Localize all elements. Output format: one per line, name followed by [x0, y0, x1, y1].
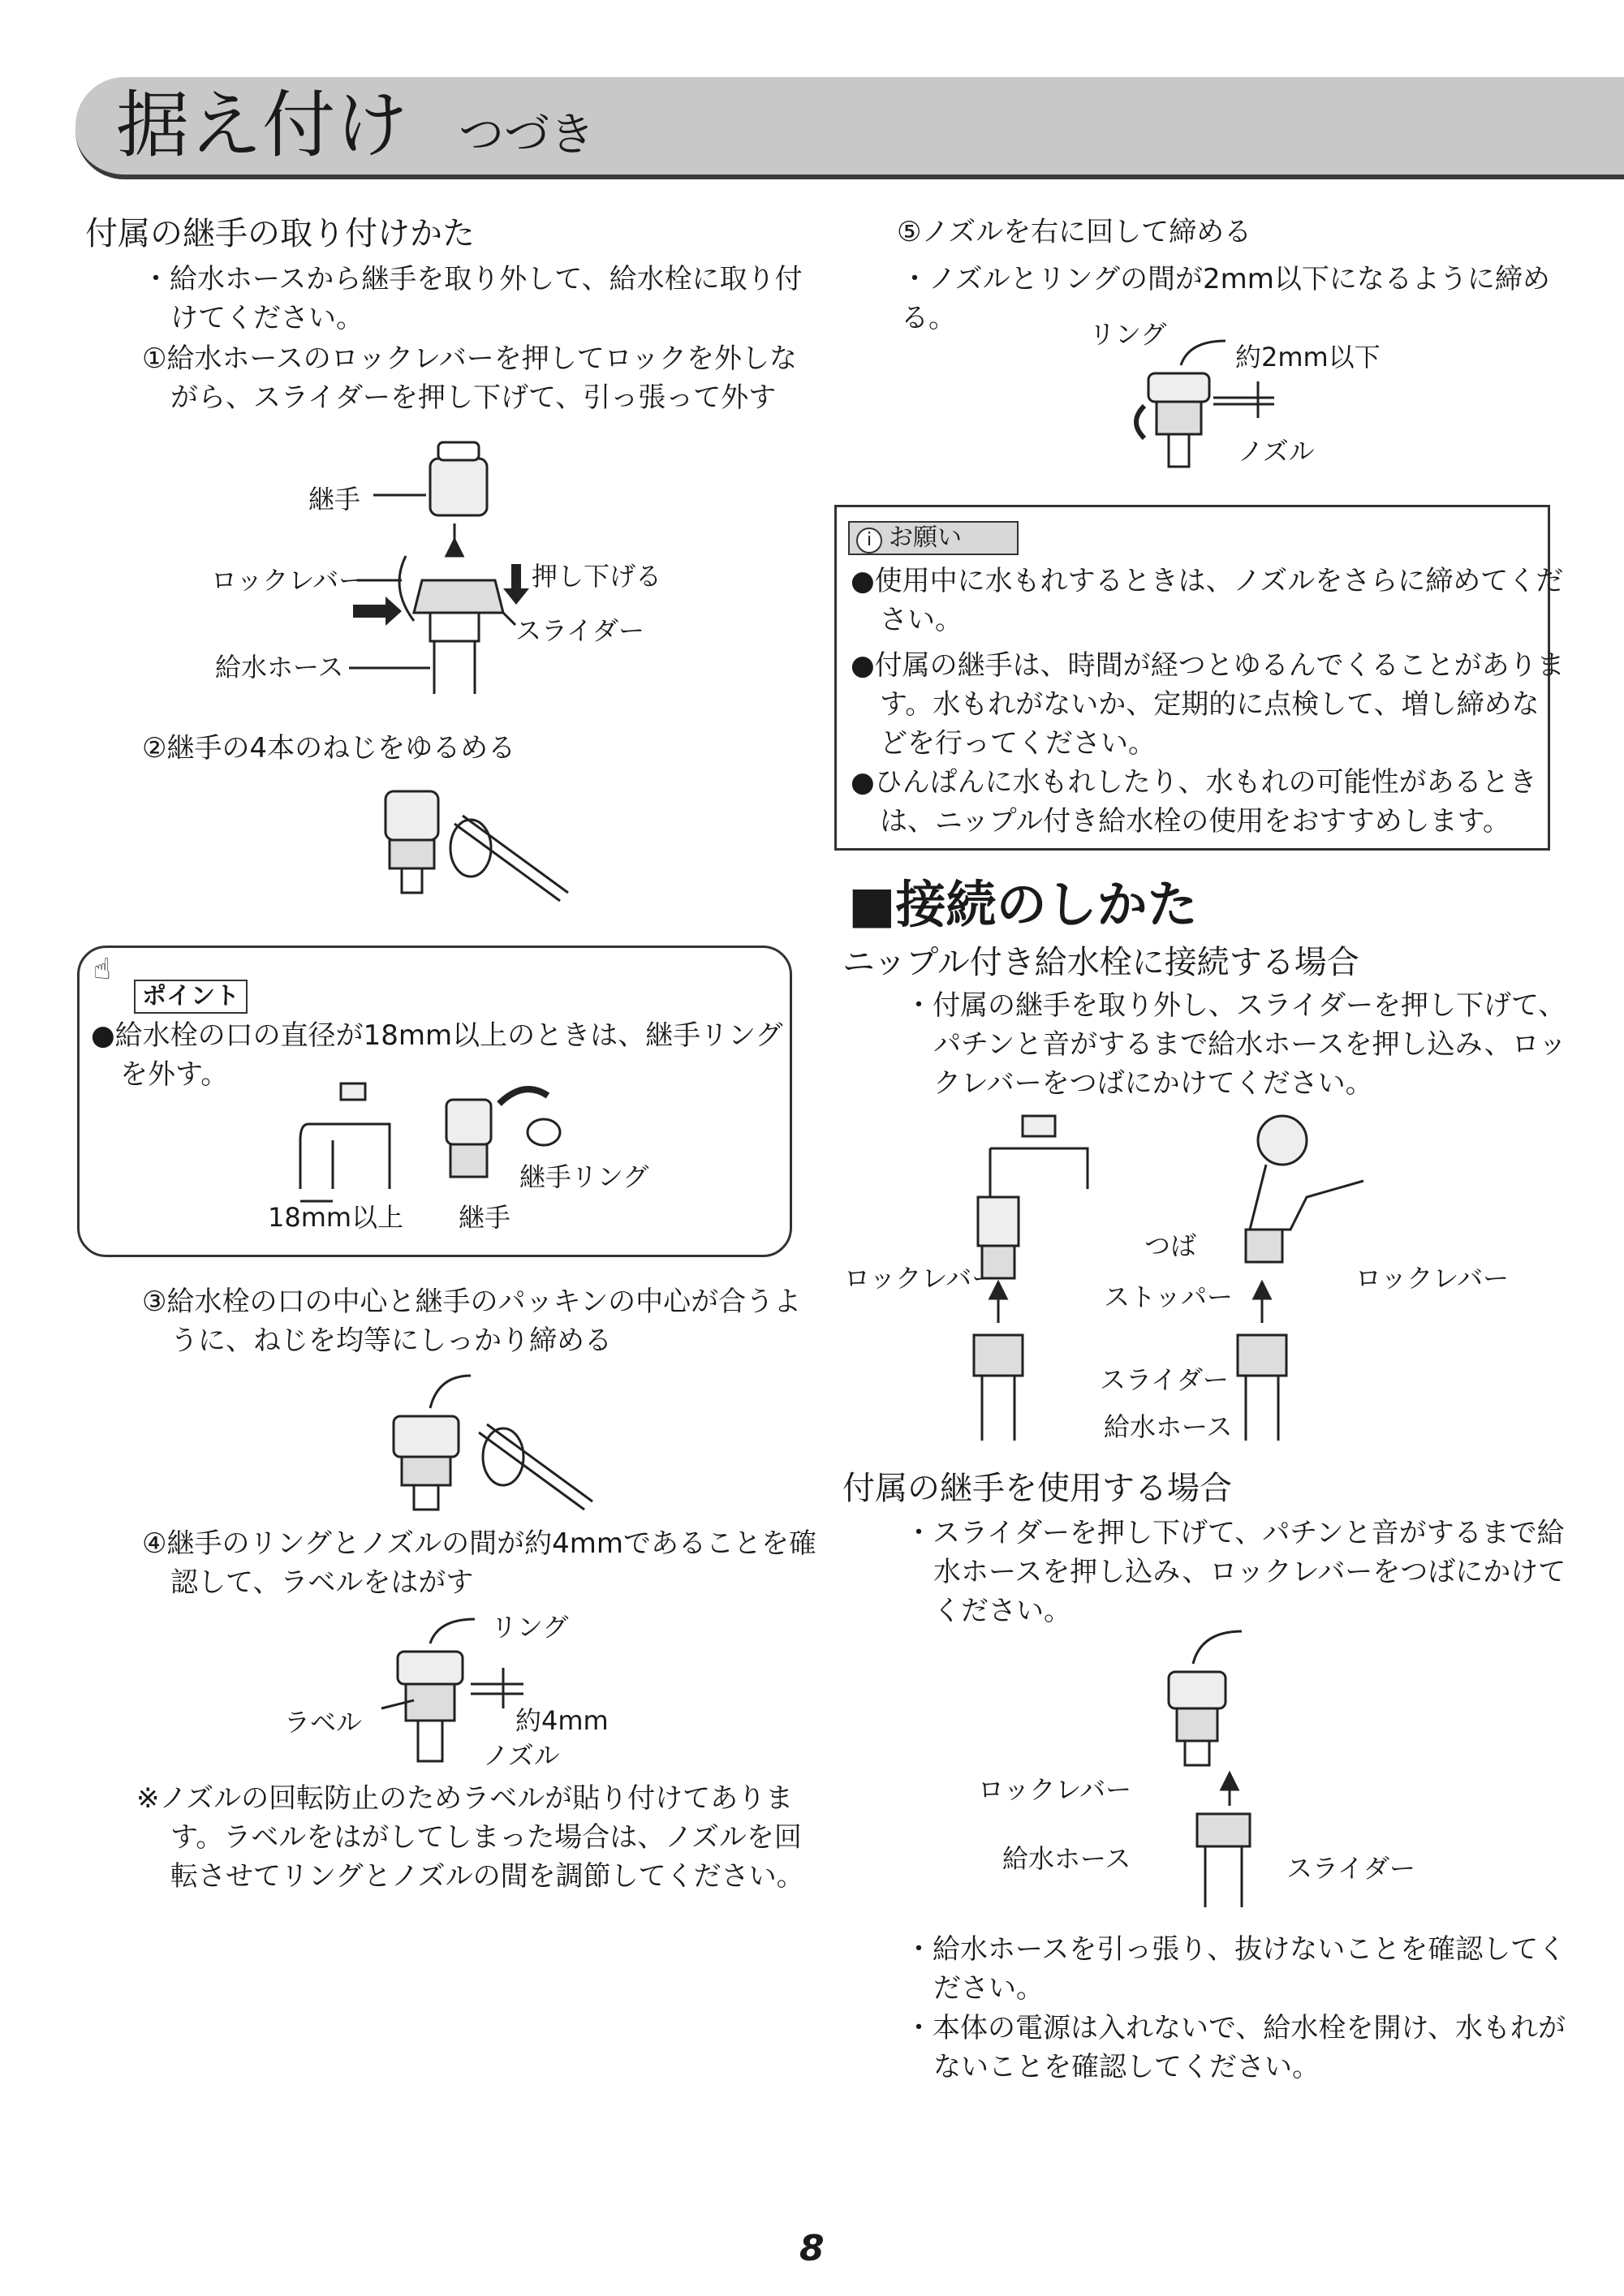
onegai-item-2: ●付属の継手は、時間が経つとゆるんでくることがあります。水もれがないか、定期的に点検して、増し締めなどを行ってください。 [851, 649, 1565, 760]
fig4-label-nozzle: ノズル [483, 1740, 560, 1771]
step5-bullet: ・ノズルとリングの間が2mm以下になるように締める。 [901, 263, 1550, 334]
fig5-label-nozzle: ノズル [1238, 436, 1315, 467]
page-subtitle: つづき [459, 109, 595, 162]
point-label-ring: 継手リング [519, 1161, 649, 1192]
fig7-label-hose: 給水ホース [1002, 1843, 1131, 1874]
fig4-label-label: ラベル [284, 1707, 363, 1738]
use-title: 付属の継手を使用する場合 [842, 1470, 1232, 1507]
fig6-label-lock-lever-right: ロックレバー [1355, 1263, 1510, 1294]
onegai-tag-label: お願い [889, 523, 962, 552]
point-tag: ポイント [134, 980, 248, 1014]
fig1-label-tsugite: 継手 [308, 484, 361, 515]
fig6-label-stopper: ストッパー [1104, 1282, 1234, 1312]
fig6-label-tsuba: つば [1144, 1230, 1197, 1261]
point-label-tsugite: 継手 [459, 1202, 511, 1233]
nipple-text: ・付属の継手を取り外し、スライダーを押し下げて、パチンと音がするまで給水ホースを押し込み、ロックレバーをつばにかけてください。 [905, 989, 1566, 1100]
hand-icon: ☝ [93, 953, 111, 986]
point-text: ●給水栓の口の直径が18mm以上のときは、継手リングを外す。 [91, 1019, 783, 1091]
fig6-label-slider: スライダー [1100, 1364, 1230, 1395]
info-icon: i [856, 528, 882, 554]
point-label-18mm: 18mm以上 [268, 1202, 404, 1233]
connect-title: ■接続のしかた [848, 875, 1198, 934]
final-bullet-2: ・本体の電源は入れないで、給水栓を開け、水もれがないことを確認してください。 [905, 2012, 1566, 2083]
use-text: ・スライダーを押し下げて、パチンと音がするまで給水ホースを押し込み、ロックレバーをつばにかけてください。 [905, 1517, 1566, 1627]
fig4-label-ring: リング [491, 1612, 569, 1643]
page-title: 据え付け [116, 83, 408, 168]
final-bullet-1: ・給水ホースを引っ張り、抜けないことを確認してください。 [905, 1933, 1566, 2005]
fig7-label-slider: スライダー [1286, 1853, 1416, 1884]
onegai-tag [848, 521, 1019, 555]
fig5-label-ring: リング [1089, 319, 1167, 350]
onegai-item-3: ●ひんぱんに水もれしたり、水もれの可能性があるときは、ニップル付き給水栓の使用をおすすめします。 [851, 766, 1537, 838]
fig3-diagram [381, 1376, 592, 1514]
step4-text: ④継手のリングとノズルの間が約4mmであることを確認して、ラベルをはがす [142, 1527, 816, 1599]
step2-text: ②継手の4本のねじをゆるめる [142, 732, 516, 765]
note-text: ※ノズルの回転防止のためラベルが貼り付けてあります。ラベルをはがしてしまった場合は、ノズルを回転させてリングとノズルの間を調節してください。 [136, 1782, 804, 1893]
fig5-label-2mm: 約2mm以下 [1235, 342, 1381, 373]
fig6-label-lock-lever-left: ロックレバー [844, 1263, 998, 1294]
s1-bullet: ・給水ホースから継手を取り外して、給水栓に取り付けてください。 [142, 263, 803, 334]
fig1-label-lock-lever: ロックレバー [211, 565, 365, 596]
section-title-fitting: 付属の継手の取り付けかた [85, 215, 475, 252]
step5-text: ⑤ノズルを右に回して締める [897, 216, 1252, 248]
onegai-item-1: ●使用中に水もれするときは、ノズルをさらに締めてください。 [851, 565, 1564, 636]
step3-text: ③給水栓の口の中心と継手のパッキンの中心が合うように、ねじを均等にしっかり締める [142, 1286, 802, 1357]
fig1-label-slider: スライダー [515, 615, 645, 646]
step1-text: ①給水ホースのロックレバーを押してロックを外しながら、スライダーを押し下げて、引っ張って外す [142, 342, 798, 414]
fig1-label-hose: 給水ホース [215, 652, 344, 683]
fig1-label-oshisageru: 押し下げる [532, 561, 662, 592]
fig4-label-4mm: 約4mm [515, 1705, 609, 1736]
fig2-diagram [373, 783, 584, 905]
page-number: 8 [799, 2228, 825, 2269]
fig6-label-hose: 給水ホース [1104, 1411, 1233, 1442]
fig7-label-lock-lever: ロックレバー [978, 1774, 1132, 1805]
nipple-title: ニップル付き給水栓に接続する場合 [842, 944, 1359, 981]
